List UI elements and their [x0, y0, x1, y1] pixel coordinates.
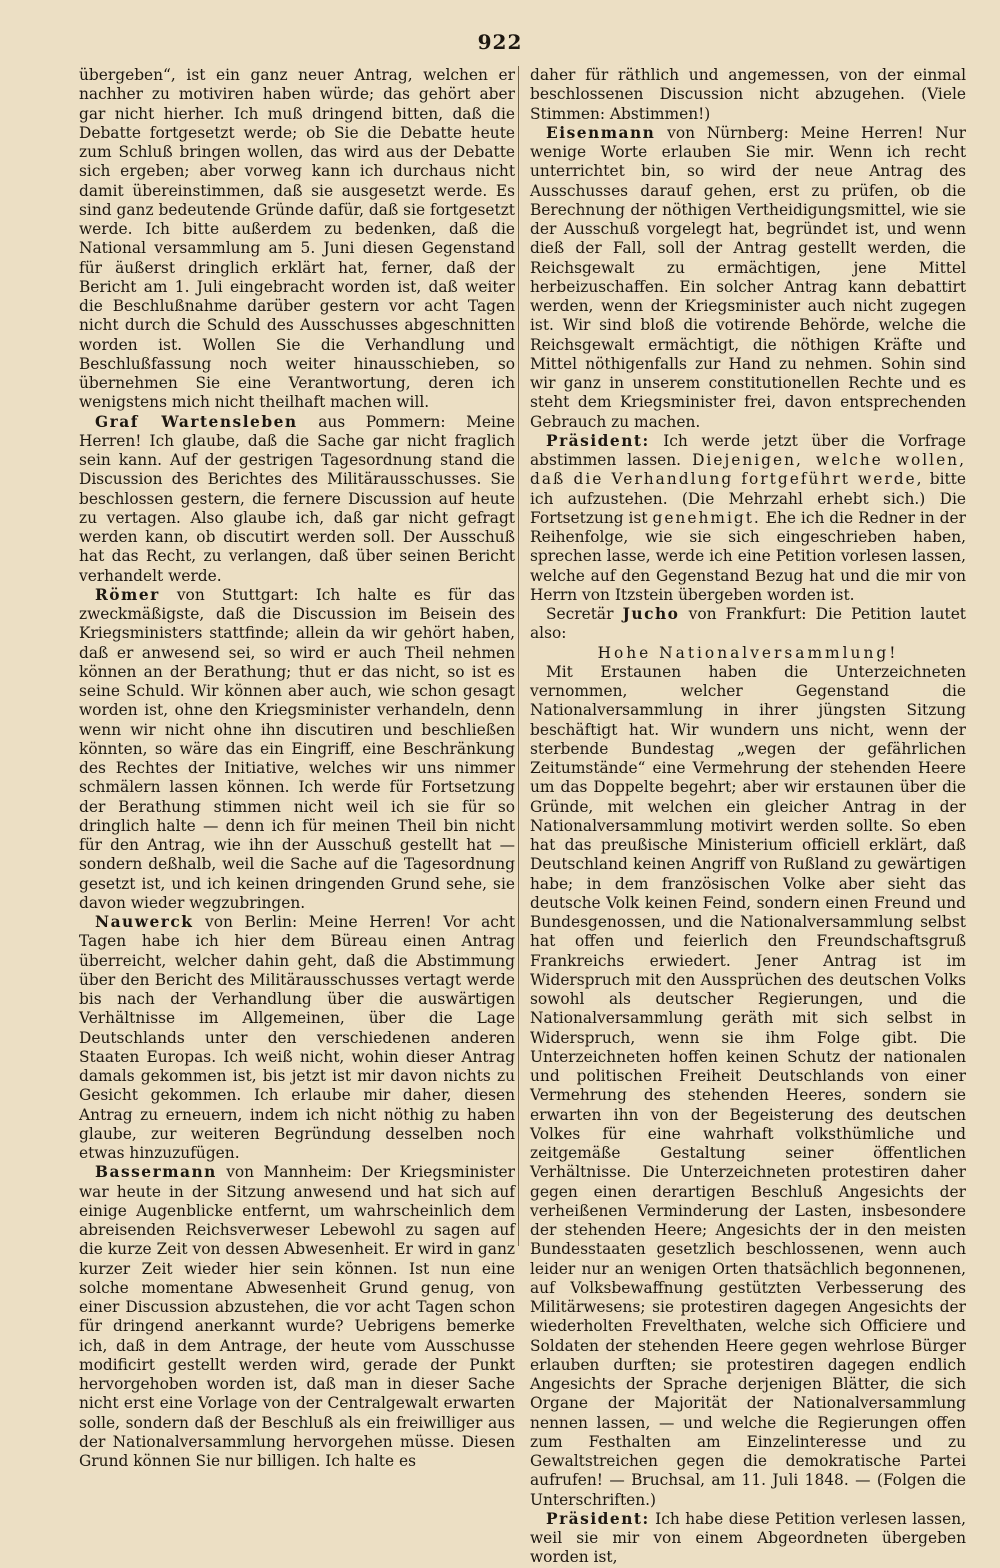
petition-title: Hohe Nationalversammlung! — [597, 643, 899, 662]
paragraph — [79, 586, 515, 913]
paragraph — [79, 913, 515, 1163]
paragraph — [530, 432, 966, 605]
paragraph — [79, 1163, 515, 1471]
speaker-name: Bassermann — [95, 1163, 217, 1182]
speech-text: von Nürnberg: Meine Herren! Nur wenige Worte erlauben Sie mir. Wenn ich recht unterrichtet bin, so wird der neue Antrag des Ausschusses darauf gehen, erst zu prüfen, ob die Berechnung der nöthigen Vertheidigungsmittel, wie sie der Ausschuß vorgelegt hat, begründet ist, und wenn dieß der Fall, soll der Antrag gestellt werden, die Reichsgewalt zu ermächtigen, jene Mittel herbeizuschaffen. Ein solcher Antrag kann debattirt werden, wenn der Kriegsminister auch nicht zugegen ist. Wir sind bloß die votirende Behörde, welche die Reichsgewalt ermächtigt, die nöthigen Kräfte und Mittel nöthigenfalls zur Hand zu nehmen. Sohin sind wir ganz in unserem constitutionellen Rechte und es steht dem Kriegsminister frei, davon entsprechenden Gebrauch zu machen. — [530, 123, 966, 431]
column-divider — [518, 66, 519, 1246]
speaker-name: Präsident: — [546, 1509, 650, 1528]
speaker-name: Jucho — [622, 605, 680, 623]
speaker-name: Eisenmann — [546, 123, 656, 142]
speech-text: Ich werde jetzt über die Vorfrage abstimmen lassen. — [530, 431, 966, 469]
speaker-role: Secretär — [546, 605, 623, 623]
speaker-name: Präsident: — [546, 431, 650, 450]
speaker-name: Graf Wartensleben — [95, 412, 298, 431]
right-column — [530, 66, 966, 1568]
paragraph — [79, 413, 515, 586]
spaced-text: Diejenigen, welche wollen, daß die Verhandlung fortgeführt werde, — [530, 451, 966, 489]
speech-text: von Frankfurt: Die Petition lautet also: — [530, 605, 966, 643]
paragraph: übergeben“, ist ein ganz neuer Antrag, welchen er nachher zu motiviren haben würde; das gehört aber gar nicht hierher. Ich muß dringend bitten, daß die Debatte fortgesetzt werde; ob Sie die Debatte heute zum Schluß bringen wollen, das wird aus der Debatte sich ergeben; aber vorweg kann ich durchaus nicht damit übereinstimmen, daß sie ausgesetzt werde. Es sind ganz bedeutende Gründe dafür, daß sie fortgesetzt werde. Ich bitte außerdem zu bedenken, daß die National versammlung am 5. Juni diesen Gegenstand für äußerst dringlich erklärt hat, ferner, daß der Bericht am 1. Juli eingebracht worden ist, daß weiter die Beschlußnahme darüber gestern vor acht Tagen nicht durch die Schuld des Ausschusses abgeschnitten worden ist. Wollen Sie die Verhandlung und Beschlußfassung noch weiter hinausschieben, so übernehmen Sie eine Verantwortung, deren ich wenigstens mich nicht theilhaft machen will. — [79, 66, 515, 412]
paragraph — [530, 124, 966, 432]
paragraph — [530, 1510, 966, 1568]
paragraph — [530, 605, 966, 644]
speaker-name: Römer — [95, 585, 160, 604]
paragraph: daher für räthlich und angemessen, von der einmal beschlossenen Discussion nicht abzugehen. (Viele Stimmen: Abstimmen!) — [530, 66, 966, 123]
spaced-text: genehmigt. — [652, 508, 761, 527]
speech-text: aus Pommern: Meine Herren! Ich glaube, daß die Sache gar nicht fraglich sein kann. Auf der gestrigen Tagesordnung stand die Discussion des Berichtes des Militärausschusses. Sie beschlossen gestern, die fernere Discussion auf heute zu vertagen. Also glaube ich, daß gar nicht gefragt werden kann, ob discutirt werden soll. Der Ausschuß hat das Recht, zu verlangen, daß über seinen Bericht verhandelt werde. — [79, 412, 515, 585]
speech-text: Ich habe diese Petition verlesen lassen, weil sie mir von einem Abgeordneten übergeben worden ist, — [530, 1509, 966, 1567]
petition-text: Mit Erstaunen haben die Unterzeichneten vernommen, welcher Gegenstand die Nationalversammlung in ihrer jüngsten Sitzung beschäftigt hat. Wir wundern uns nicht, wenn der sterbende Bundestag „wegen der gefährlichen Zeitumstände“ eine Vermehrung der stehenden Heere um das Doppelte begehrt; aber wir erstaunen über die Gründe, mit welchen ein gleicher Antrag in der Nationalversammlung motivirt werden sollte. So eben hat das preußische Ministerium officiell erklärt, daß Deutschland keinen Angriff von Rußland zu gewärtigen habe; in dem französischen Volke aber sieht das deutsche Volk keinen Feind, sondern einen Freund und Bundesgenossen, und die Nationalversammlung selbst hat offen und feierlich den Freundschaftsgruß Frankreichs erwiedert. Jener Antrag ist im Widerspruch mit den Aussprüchen des deutschen Volks sowohl als deutscher Regierungen, und die Nationalversammlung geräth mit sich selbst in Widerspruch, wenn sie ihm Folge gibt. Die Unterzeichneten hoffen keinen Schutz der nationalen und politischen Freiheit Deutschlands von einer Vermehrung des stehenden Heeres, sondern sie erwarten ihn von der Begeisterung des deutschen Volkes für eine wahrhaft volksthümliche und zeitgemäße Gestaltung seiner öffentlichen Verhältnisse. Die Unterzeichneten protestiren daher gegen einen derartigen Beschluß Angesichts der verheißenen Verminderung der Lasten, insbesondere der stehenden Heere; Angesichts der in den meisten Bundesstaaten gesetzlich beschlossenen, wenn auch leider nur an wenigen Orten thatsächlich begonnenen, auf Volksbewaffnung gestützten Verbesserung des Militärwesens; sie protestiren dagegen Angesichts der wiederholten Frevelthaten, welche sich Officiere und Soldaten der stehenden Heere gegen wehrlose Bürger erlauben durften; sie protestiren dagegen endlich Angesichts der Sprache derjenigen Blätter, die sich Organe der Majorität der Nationalversammlung nennen lassen, — und welche die Regierungen offen zum Festhalten am Einzelinteresse und zu Gewaltstreichen gegen die demokratische Partei aufrufen! — Bruchsal, am 11. Juli 1848. — (Folgen die Unterschriften.) — [530, 662, 966, 1509]
speech-text: von Berlin: Meine Herren! Vor acht Tagen habe ich hier dem Büreau einen Antrag überreicht, welcher dahin geht, daß die Abstimmung über den Bericht des Militärausschusses vertagt werde bis nach der Verhandlung über die auswärtigen Verhältnisse im Allgemeinen, über die Lage Deutschlands unter den verschiedenen anderen Staaten Europas. Ich weiß nicht, wohin dieser Antrag damals gekommen ist, bis jetzt ist mir davon nichts zu Gesicht gekommen. Ich erlaube mir daher, diesen Antrag zu erneuern, indem ich nicht nöthig zu haben glaube, zur weiteren Begründung desselben noch etwas hinzuzufügen. — [79, 913, 515, 1162]
speech-text: von Stuttgart: Ich halte es für das zweckmäßigste, daß die Discussion im Beisein des Kriegsministers stattfinde; allein da wir gehört haben, daß er anwesend sei, so wird er auch Theil nehmen können an der Berathung; thut er das nicht, so ist es seine Schuld. Wir können aber auch, wie schon gesagt worden ist, ohne den Kriegsminister verhandeln, denn wenn wir nicht ohne ihn discutiren und beschließen könnten, so wäre das ein Eingriff, eine Beschränkung des Rechtes der Initiative, welches wir uns nimmer schmälern lassen können. Ich werde für Fortsetzung der Berathung stimmen nicht weil ich sie für so dringlich halte — denn ich für meinen Theil bin nicht für den Antrag, wie ihn der Ausschuß gestellt hat — sondern deßhalb, weil die Sache auf die Tagesordnung gesetzt ist, und ich keinen dringenden Grund sehe, sie davon wieder wegzubringen. — [79, 585, 515, 912]
speech-text: Ehe ich die Redner in der Reihenfolge, wie sie sich eingeschrieben haben, sprechen lasse, werde ich eine Petition vorlesen lassen, welche auf den Gegenstand Bezug hat und die mir von Herrn von Itzstein übergeben worden ist. — [530, 508, 966, 604]
left-column — [79, 66, 515, 1471]
speech-text: bitte ich aufzustehen. (Die Mehrzahl erhebt sich.) Die Fortsetzung ist — [530, 470, 966, 527]
page-number: 922 — [477, 30, 523, 54]
speaker-name: Nauwerck — [95, 913, 194, 931]
speech-text: von Mannheim: Der Kriegsminister war heute in der Sitzung anwesend und hat sich auf einige Augenblicke entfernt, um wahrscheinlich dem abreisenden Reichsverweser Lebewohl zu sagen auf die kurze Zeit von dessen Abwesenheit. Er wird in ganz kurzer Zeit wieder hier sein können. Ist nun eine solche momentane Abwesenheit Grund genug, von einer Discussion abzustehen, die vor acht Tagen schon für dringend anerkannt wurde? Uebrigens bemerke ich, daß in dem Antrage, der heute vom Ausschusse modificirt gestellt werden wird, gerade der Punkt hervorgehoben worden ist, daß man in dieser Sache nicht erst eine Vorlage von der Centralgewalt erwarten solle, sondern daß der Beschluß als ein freiwilliger aus der Nationalversammlung hervorgehen müsse. Diesen Grund können Sie nur billigen. Ich halte es — [79, 1163, 515, 1470]
